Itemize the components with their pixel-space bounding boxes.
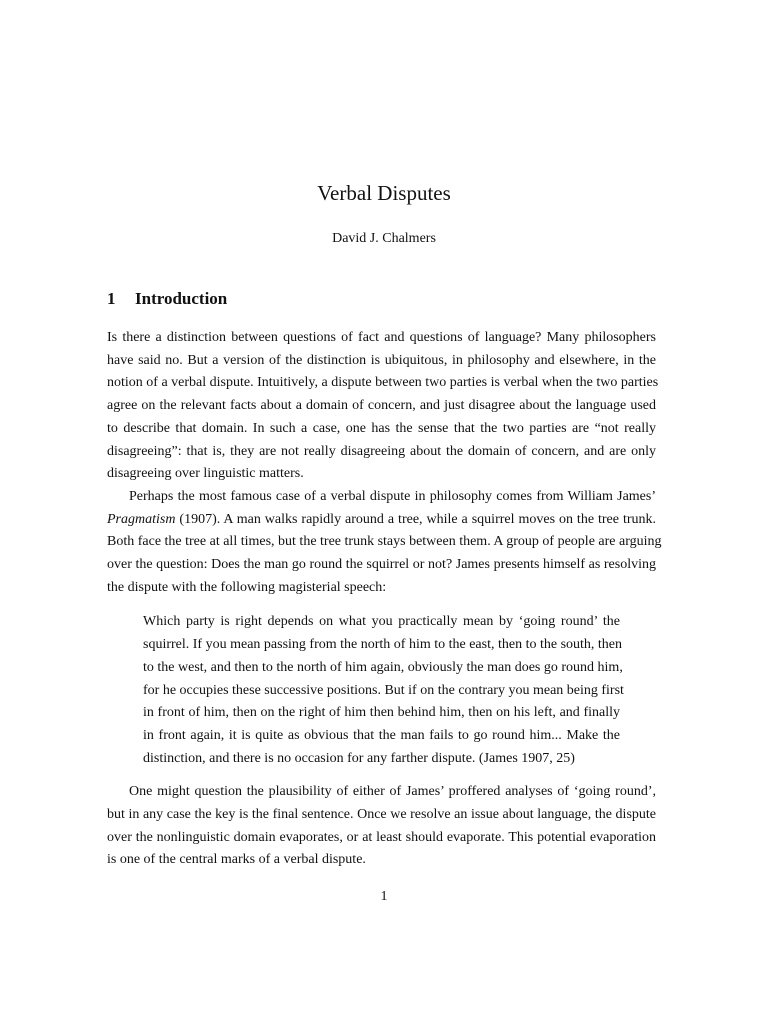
paragraph-line: Both face the tree at all times, but the tree trunk stays between them. A group of people are arguing [107, 534, 662, 550]
paragraph-3 [107, 781, 656, 872]
paragraph-line: over the question: Does the man go round the squirrel or not? James presents himself as resolving [107, 557, 656, 573]
paragraph-line: notion of a verbal dispute. Intuitively, a dispute between two parties is verbal when the two parties [107, 375, 659, 391]
paragraph-line: but in any case the key is the final sentence. Once we resolve an issue about language, the dispute [107, 807, 656, 823]
paper-title: Verbal Disputes [317, 181, 451, 205]
quote-line: to the west, and then to the north of him again, obviously the man does go round him, [143, 659, 623, 675]
paragraph-line: the dispute with the following magisterial speech: [107, 579, 387, 595]
body-text [107, 327, 662, 872]
quote-line: distinction, and there is no occasion for any farther dispute. (James 1907, 25) [143, 750, 575, 766]
quote-line: squirrel. If you mean passing from the north of him to the east, then to the south, then [143, 637, 623, 653]
paper-author: David J. Chalmers [332, 231, 436, 246]
quote-line: in front again, it is quite as obvious that the man fails to go round him... Make the [143, 727, 620, 743]
quote-line: in front of him, then on the right of him then behind him, then on his left, and finally [143, 705, 620, 721]
paragraph-line: Perhaps the most famous case of a verbal dispute in philosophy comes from William James’ [129, 488, 656, 504]
paragraph-1 [107, 327, 659, 486]
quote-line: for he occupies these successive positions. But if on the contrary you mean being first [143, 682, 624, 698]
book-title: Pragmatism [107, 511, 176, 527]
paragraph-2 [107, 486, 662, 600]
paragraph-line: Is there a distinction between questions of fact and questions of language? Many philosophers [107, 330, 656, 345]
paragraph-line: over the nonlinguistic domain evaporates, or at least should evaporate. This potential evaporation [107, 829, 656, 845]
section-number: 1 [107, 289, 116, 308]
paragraph-line: One might question the plausibility of either of James’ proffered analyses of ‘going round’, [129, 784, 656, 800]
paragraph-line: disagreeing”: that is, they are not really disagreeing about the domain of concern, and are only [107, 443, 656, 459]
paragraph-line [107, 509, 656, 532]
paragraph-line-rest: (1907). A man walks rapidly around a tree, while a squirrel moves on the tree trunk. [175, 511, 656, 527]
paragraph-line: is one of the central marks of a verbal dispute. [107, 852, 366, 868]
paragraph-line: have said no. But a version of the distinction is ubiquitous, in philosophy and elsewhere, in the [107, 352, 656, 368]
section-title: Introduction [135, 289, 228, 308]
page-number: 1 [380, 889, 388, 904]
section-heading [107, 287, 227, 311]
paragraph-line: agree on the relevant facts about a domain of concern, and just disagree about the language used [107, 398, 656, 414]
block-quote [143, 611, 624, 770]
paragraph-line: to describe that domain. In such a case, one has the sense that the two parties are “not really [107, 420, 656, 436]
quote-line: Which party is right depends on what you practically mean by ‘going round’ the [143, 614, 620, 630]
paragraph-line: disagreeing over linguistic matters. [107, 466, 304, 482]
